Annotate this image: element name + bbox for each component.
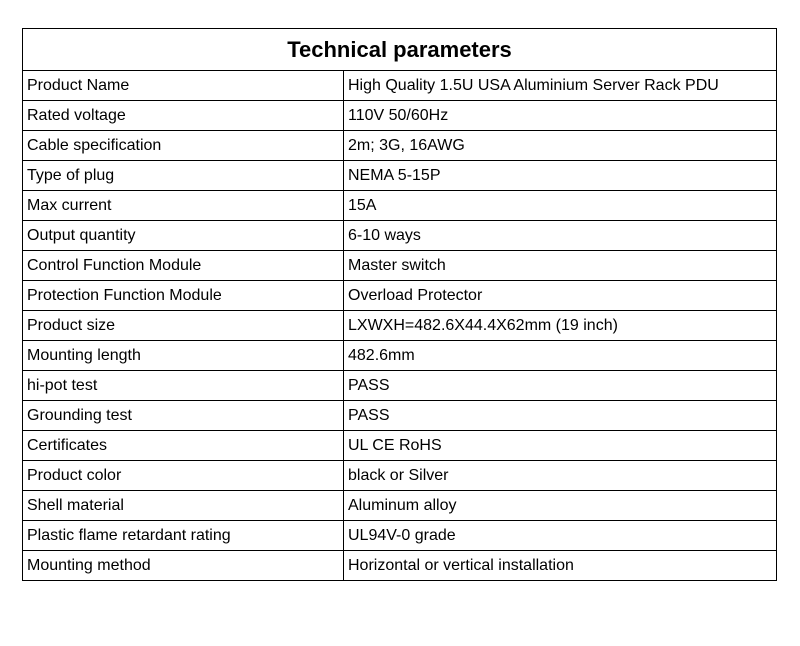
parameter-value: UL CE RoHS xyxy=(344,431,777,461)
parameter-label: Certificates xyxy=(23,431,344,461)
parameter-label: Max current xyxy=(23,191,344,221)
parameter-value: black or Silver xyxy=(344,461,777,491)
parameter-value: PASS xyxy=(344,371,777,401)
parameter-label: Plastic flame retardant rating xyxy=(23,521,344,551)
parameter-label: Product color xyxy=(23,461,344,491)
table-row xyxy=(23,491,777,521)
parameter-value: 2m; 3G, 16AWG xyxy=(344,131,777,161)
parameter-label: Control Function Module xyxy=(23,251,344,281)
parameter-value: Overload Protector xyxy=(344,281,777,311)
parameter-label: Mounting length xyxy=(23,341,344,371)
technical-parameters-table xyxy=(22,28,777,581)
table-body xyxy=(23,29,777,581)
parameter-label: Grounding test xyxy=(23,401,344,431)
parameter-value: NEMA 5-15P xyxy=(344,161,777,191)
table-row xyxy=(23,401,777,431)
table-row xyxy=(23,281,777,311)
parameter-label: Rated voltage xyxy=(23,101,344,131)
table-row xyxy=(23,71,777,101)
table-row xyxy=(23,431,777,461)
parameter-label: Product Name xyxy=(23,71,344,101)
table-row xyxy=(23,551,777,581)
parameter-label: hi-pot test xyxy=(23,371,344,401)
parameter-value: High Quality 1.5U USA Aluminium Server Rack PDU xyxy=(344,71,777,101)
table-row xyxy=(23,341,777,371)
parameter-value: 110V 50/60Hz xyxy=(344,101,777,131)
parameter-value: 6-10 ways xyxy=(344,221,777,251)
title-row xyxy=(23,29,777,71)
table-row xyxy=(23,371,777,401)
parameter-value: Aluminum alloy xyxy=(344,491,777,521)
parameter-value: Master switch xyxy=(344,251,777,281)
table-row xyxy=(23,251,777,281)
table-row xyxy=(23,131,777,161)
parameter-value: 15A xyxy=(344,191,777,221)
table-title: Technical parameters xyxy=(23,29,777,71)
table-row xyxy=(23,101,777,131)
table-row xyxy=(23,521,777,551)
parameter-value: 482.6mm xyxy=(344,341,777,371)
table-row xyxy=(23,311,777,341)
parameter-label: Shell material xyxy=(23,491,344,521)
parameter-value: Horizontal or vertical installation xyxy=(344,551,777,581)
parameter-label: Type of plug xyxy=(23,161,344,191)
parameter-label: Output quantity xyxy=(23,221,344,251)
parameter-label: Cable specification xyxy=(23,131,344,161)
parameter-label: Mounting method xyxy=(23,551,344,581)
table-row xyxy=(23,461,777,491)
table-row xyxy=(23,191,777,221)
parameter-label: Protection Function Module xyxy=(23,281,344,311)
parameter-value: PASS xyxy=(344,401,777,431)
parameter-value: LXWXH=482.6X44.4X62mm (19 inch) xyxy=(344,311,777,341)
table-row xyxy=(23,221,777,251)
parameter-label: Product size xyxy=(23,311,344,341)
parameter-value: UL94V-0 grade xyxy=(344,521,777,551)
table-row xyxy=(23,161,777,191)
